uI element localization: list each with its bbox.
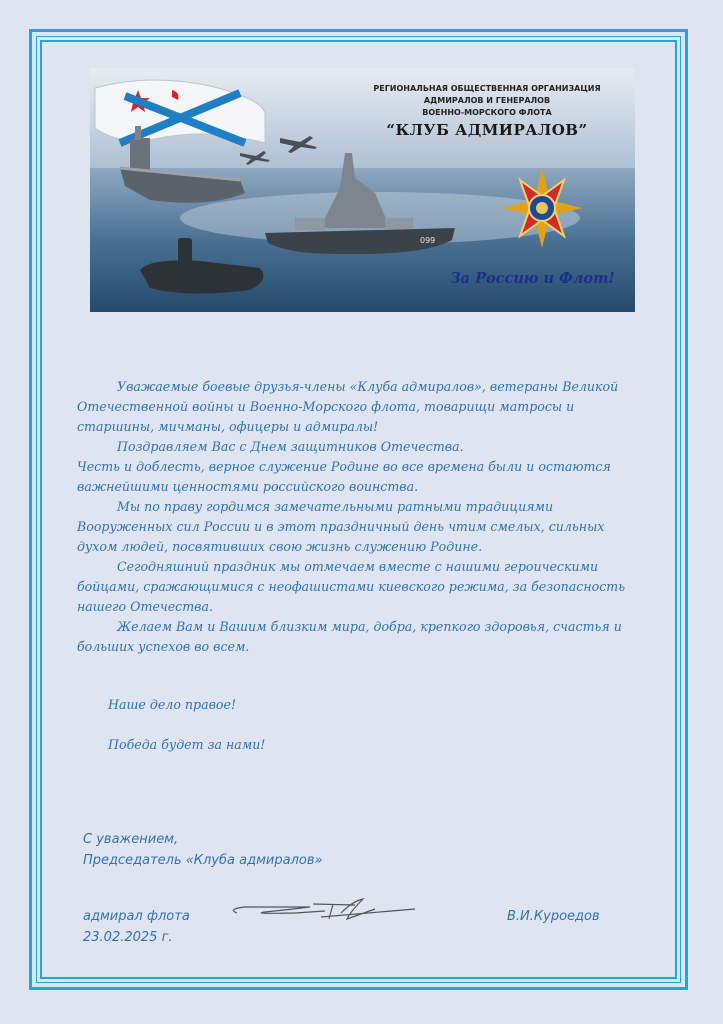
motto: За Россию и Флот! [450,270,615,287]
date: 23.02.2025 г. [83,930,173,945]
greeting: Уважаемые боевые друзья-члены «Клуба адмиралов», ветераны Великой Отечественной войны и Военно-Морского флота, товарищи матросы и старшины, мичманы, офицеры и адмиралы! [77,379,619,434]
signer-name: В.И.Куроедов [507,909,600,924]
org-line: РЕГИОНАЛЬНАЯ ОБЩЕСТВЕННАЯ ОРГАНИЗАЦИЯ [373,84,601,93]
slogan-1: Наше дело правое! [108,697,237,712]
org-line: ВОЕННО-МОРСКОГО ФЛОТА [422,108,552,117]
paragraph-1: Поздравляем Вас с Днем защитников Отечества. [117,439,464,454]
org-line: АДМИРАЛОВ И ГЕНЕРАЛОВ [423,96,551,105]
club-name: “КЛУБ АДМИРАЛОВ” [386,121,588,139]
paragraph-3: Мы по праву гордимся замечательными ратными традициями Вооруженных сил России и в этот праздничный день чтим смелых, сильных духом людей, посвятивших свою жизнь служению Родине. [77,499,605,554]
letter-body [77,377,647,657]
regards: С уважением, [83,832,179,847]
paragraph-2: Честь и доблесть, верное служение Родине во все времена были и остаются важнейшими ценностями российского воинства. [77,459,611,494]
rank: адмирал флота [83,909,190,924]
paragraph-4: Сегодняшний праздник мы отмечаем вместе с нашими героическими бойцами, сражающимися с неофашистами киевского режима, за безопасность нашего Отечества. [77,559,626,614]
position: Председатель «Клуба адмиралов» [83,853,323,868]
ship-number: 099 [420,236,436,245]
slogan-2: Победа будет за нами! [108,737,266,752]
organization-title [352,83,622,119]
paragraph-5: Желаем Вам и Вашим близким мира, добра, крепкого здоровья, счастья и больших успехов во всем. [77,619,622,654]
handwritten-signature [225,893,425,927]
